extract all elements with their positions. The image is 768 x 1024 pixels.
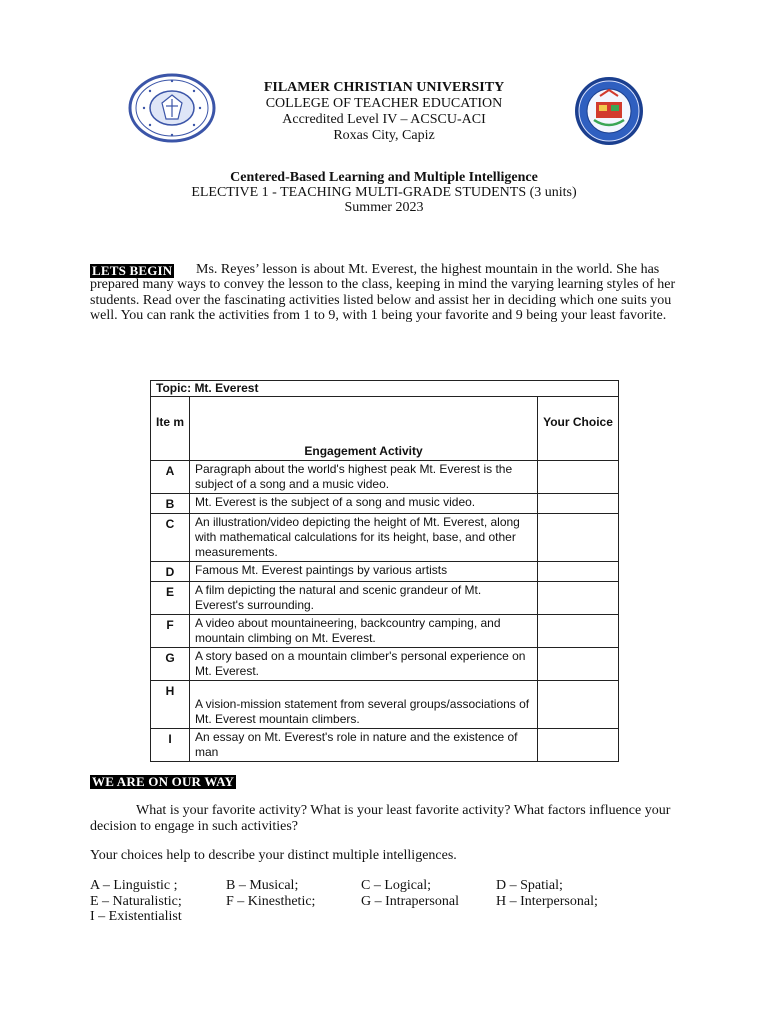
table-row [151,461,619,494]
legend-item: D – Spatial; [496,878,563,893]
section-heading: WE ARE ON OUR WAY [92,774,235,789]
legend-item: G – Intrapersonal [361,893,459,909]
college-name: COLLEGE OF TEACHER EDUCATION [265,96,503,111]
legend-row [90,894,690,910]
row-item: A [151,461,190,494]
row-item: G [151,648,190,681]
row-item: D [151,562,190,582]
table-row [151,681,619,729]
legend-row [90,909,690,925]
row-item: C [151,514,190,562]
course-term: Summer 2023 [344,200,424,215]
choice-cell[interactable] [538,494,619,514]
legend-item: F – Kinesthetic; [226,893,316,909]
course-elective: ELECTIVE 1 - TEACHING MULTI-GRADE STUDENTS (3 units) [191,185,577,200]
intro-paragraph: Ms. Reyes’ lesson is about Mt. Everest, the highest mountain in the world. She has prepared many ways to convey the lesson to the class, keeping in mind the varying learning styles of her students. Read over the fascinating activities listed below and assist her in deciding which one suits you well. You can rank the activities from 1 to 9, with 1 being your favorite and 9 being your least favorite. [90,262,676,323]
choice-cell[interactable] [538,582,619,615]
legend-item: I – Existentialist [90,909,182,924]
column-header-item: Ite m [151,397,190,461]
legend-item: A – Linguistic ; [90,878,178,893]
row-activity: Mt. Everest is the subject of a song and music video. [190,494,538,514]
table-row [151,514,619,562]
choice-cell[interactable] [538,562,619,582]
question-paragraph-container [90,803,690,834]
row-item: B [151,494,190,514]
table-topic: Topic: Mt. Everest [151,381,619,397]
table-row [151,494,619,514]
statement-paragraph: Your choices help to describe your distinct multiple intelligences. [90,848,457,863]
section-on-our-way [90,773,236,791]
row-activity: An essay on Mt. Everest's role in nature and the existence of man [190,729,538,762]
column-header-activity: Engagement Activity [190,397,538,461]
row-activity: Paragraph about the world's highest peak Mt. Everest is the subject of a song and a music video. [190,461,538,494]
row-item: I [151,729,190,762]
choice-cell[interactable] [538,615,619,648]
table-row [151,562,619,582]
row-activity: Famous Mt. Everest paintings by various artists [190,562,538,582]
choice-cell[interactable] [538,729,619,762]
legend-item: H – Interpersonal; [496,893,598,909]
row-activity: A story based on a mountain climber's personal experience on Mt. Everest. [190,648,538,681]
activity-table [150,380,619,762]
table-row [151,582,619,615]
table-row [151,615,619,648]
location: Roxas City, Capiz [333,128,435,143]
course-title: Centered-Based Learning and Multiple Intelligence [230,170,538,185]
question-paragraph: What is your favorite activity? What is your least favorite activity? What factors influence your decision to engage in such activities? [90,803,671,834]
legend-item: C – Logical; [361,878,431,893]
choice-cell[interactable] [538,514,619,562]
legend-row [90,878,690,894]
row-item: H [151,681,190,729]
university-name: FILAMER CHRISTIAN UNIVERSITY [263,80,505,95]
table-row [151,648,619,681]
legend-item: E – Naturalistic; [90,893,182,909]
header [200,80,568,144]
legend-item: B – Musical; [226,878,299,893]
choice-cell[interactable] [538,648,619,681]
column-header-choice: Your Choice [538,397,619,461]
intelligence-legend [90,878,690,925]
row-activity: A film depicting the natural and scenic grandeur of Mt. Everest's surrounding. [190,582,538,615]
row-activity: A vision-mission statement from several groups/associations of Mt. Everest mountain climbers. [190,681,538,729]
course-info [150,170,618,215]
choice-cell[interactable] [538,681,619,729]
row-activity: An illustration/video depicting the height of Mt. Everest, along with mathematical calculations for its height, base, and other measurements. [190,514,538,562]
row-item: E [151,582,190,615]
row-activity: A video about mountaineering, backcountry camping, and mountain climbing on Mt. Everest. [190,615,538,648]
intro-paragraph-container [90,262,680,323]
cte-seal-icon [572,76,646,146]
section-heading: LETS BEGIN [92,263,173,278]
choice-cell[interactable] [538,461,619,494]
accreditation: Accredited Level IV – ACSCU-ACI [282,112,486,127]
row-item: F [151,615,190,648]
table-row [151,729,619,762]
